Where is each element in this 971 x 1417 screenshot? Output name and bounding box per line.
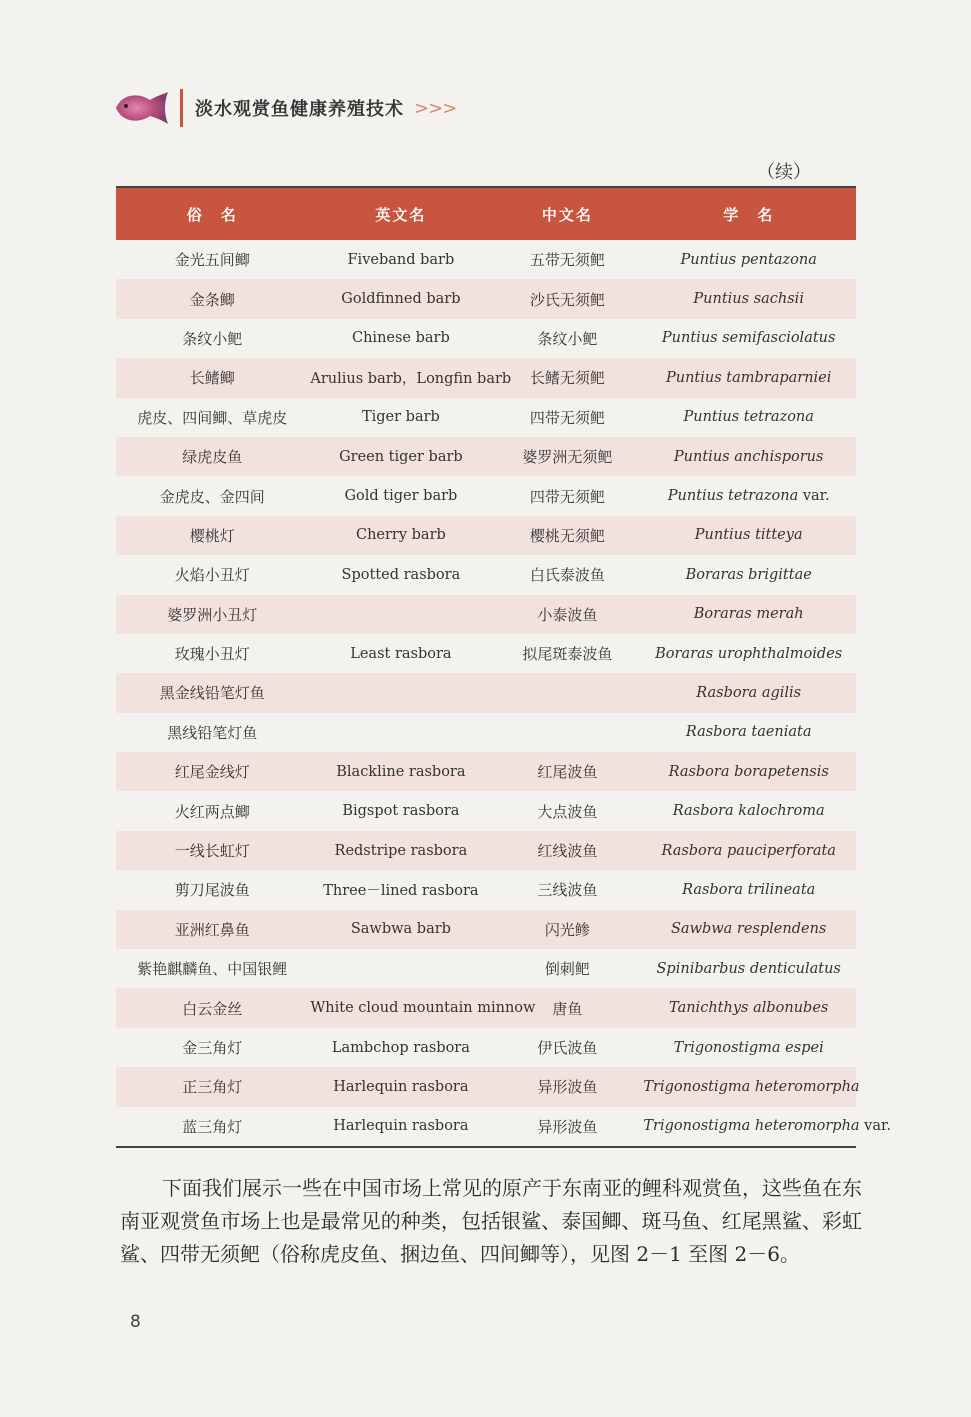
chinese-name-cell: 长鳍无须鲃 <box>493 358 641 397</box>
common-name-cell: 金虎皮、金四间 <box>159 487 265 506</box>
scientific-name-cell: Boraras merah <box>641 595 856 634</box>
table-row <box>116 398 856 437</box>
column-header: 英文名 <box>308 187 493 240</box>
english-name-cell: Arulius barb，Longfin barb <box>308 358 493 397</box>
chinese-name-cell: 红尾波鱼 <box>493 752 641 791</box>
chinese-name-cell: 条纹小鲃 <box>537 329 598 348</box>
english-name-cell: Bigspot rasbora <box>342 803 460 820</box>
english-name-cell: Cherry barb <box>308 516 493 555</box>
table-row <box>116 1107 856 1146</box>
table-row <box>116 949 856 988</box>
table-row <box>116 910 856 949</box>
english-name-cell: Gold tiger barb <box>344 488 458 505</box>
english-name-cell: Sawbwa barb <box>308 910 493 949</box>
english-name-cell: Harlequin rasbora <box>333 1118 469 1135</box>
english-name-cell: Spotted rasbora <box>341 566 461 583</box>
english-name-cell: Tiger barb <box>361 409 440 426</box>
common-name-cell: 金光五间鲫 <box>174 251 250 270</box>
chinese-name-cell: 沙氏无须鲃 <box>493 279 641 318</box>
table-row <box>116 1067 856 1106</box>
chinese-name-cell <box>493 673 641 712</box>
scientific-name-cell: Rasbora borapetensis <box>641 752 856 791</box>
chinese-name-cell: 倒刺鲃 <box>544 960 590 979</box>
english-name-cell <box>308 713 493 752</box>
english-name-cell: White cloud mountain minnow <box>308 988 493 1027</box>
table-row <box>116 791 856 830</box>
scientific-name-cell: Puntius titteya <box>641 516 856 555</box>
table-row <box>116 1028 856 1067</box>
common-name-cell: 黑金线铅笔灯鱼 <box>116 673 308 712</box>
english-name-cell: Green tiger barb <box>308 437 493 476</box>
book-title: 淡水观赏鱼健康养殖技术 <box>195 99 404 120</box>
body-paragraph: 下面我们展示一些在中国市场上常见的原产于东南亚的鲤科观赏鱼，这些鱼在东南亚观赏鱼市场上也是最常见的种类，包括银鲨、泰国鲫、斑马鱼、红尾黑鲨、彩虹鲨、四带无须鲃（俗称虎皮鱼、捆边鱼、四间鲫等），见图 2－1 至图 2－6。 <box>120 1176 862 1266</box>
chinese-name-cell: 樱桃无须鲃 <box>493 516 641 555</box>
scientific-name-cell: Puntius sachsii <box>641 279 856 318</box>
scientific-name-cell: Trigonostigma heteromorpha <box>641 1067 856 1106</box>
scientific-name-cell: Boraras brigittae <box>685 566 812 583</box>
common-name-cell: 白云金丝 <box>116 988 308 1027</box>
common-name-cell: 金三角灯 <box>182 1039 243 1057</box>
table-row <box>116 555 856 594</box>
common-name-cell: 长鳍鲫 <box>116 358 308 397</box>
scientific-name-cell: Puntius tambraparniei <box>641 358 856 397</box>
table-row <box>116 752 856 791</box>
scientific-name-cell: Rasbora trilineata <box>682 881 816 898</box>
table-row <box>116 476 856 515</box>
fish-logo-icon <box>112 88 170 128</box>
table-row <box>116 595 856 634</box>
scientific-name-cell: Trigonostigma heteromorpha var. <box>643 1118 891 1135</box>
column-header: 学 名 <box>641 187 856 240</box>
common-name-cell: 虎皮、四间鲫、草虎皮 <box>137 408 288 427</box>
table-row <box>116 240 856 279</box>
common-name-cell: 绿虎皮鱼 <box>116 437 308 476</box>
chinese-name-cell: 异形波鱼 <box>537 1117 598 1136</box>
page-number: 8 <box>130 1312 141 1332</box>
scientific-name-cell: Puntius pentazona <box>680 251 817 268</box>
column-header: 中文名 <box>493 187 641 240</box>
header-divider <box>180 89 183 127</box>
chinese-name-cell: 红线波鱼 <box>493 831 641 870</box>
scientific-name-cell: Puntius tetrazona var. <box>667 488 830 505</box>
table-row <box>116 279 856 318</box>
chinese-name-cell: 婆罗洲无须鲃 <box>493 437 641 476</box>
english-name-cell: Fiveband barb <box>347 251 455 268</box>
table-row <box>116 870 856 909</box>
column-header: 俗 名 <box>116 187 308 240</box>
table-row <box>116 437 856 476</box>
chinese-name-cell: 闪光鲹 <box>493 910 641 949</box>
species-table <box>116 186 891 1148</box>
common-name-cell: 紫艳麒麟鱼、中国银鲤 <box>137 960 288 979</box>
common-name-cell: 条纹小鲃 <box>182 329 243 348</box>
chinese-name-cell: 拟尾斑泰波鱼 <box>522 645 613 664</box>
common-name-cell: 火红两点鲫 <box>174 802 250 821</box>
scientific-name-cell: Rasbora taeniata <box>685 724 812 741</box>
table-row <box>116 988 856 1027</box>
scientific-name-cell: Boraras urophthalmoides <box>655 645 843 662</box>
table-row <box>116 831 856 870</box>
table-row <box>116 319 856 358</box>
chinese-name-cell: 唐鱼 <box>493 988 641 1027</box>
scientific-name-cell: Tanichthys albonubes <box>641 988 856 1027</box>
english-name-cell: Goldfinned barb <box>308 279 493 318</box>
english-name-cell <box>308 673 493 712</box>
common-name-cell: 火焰小丑灯 <box>174 566 250 585</box>
english-name-cell <box>308 595 493 634</box>
common-name-cell: 樱桃灯 <box>116 516 308 555</box>
variety-suffix: var. <box>798 488 830 505</box>
header-arrows: >>> <box>414 97 457 119</box>
english-name-cell: Harlequin rasbora <box>308 1067 493 1106</box>
table-header-row <box>116 187 856 240</box>
chinese-name-cell <box>493 713 641 752</box>
common-name-cell: 红尾金线灯 <box>116 752 308 791</box>
common-name-cell: 玫瑰小丑灯 <box>174 645 250 664</box>
chinese-name-cell: 五带无须鲃 <box>529 251 605 270</box>
english-name-cell: Three－lined rasbora <box>323 883 479 900</box>
table-row <box>116 673 856 712</box>
common-name-cell: 亚洲红鼻鱼 <box>116 910 308 949</box>
table-row <box>116 634 856 673</box>
common-name-cell: 正三角灯 <box>116 1067 308 1106</box>
scientific-name-cell: Spinibarbus denticulatus <box>656 960 841 977</box>
english-name-cell: Chinese barb <box>352 330 450 347</box>
english-name-cell: Blackline rasbora <box>308 752 493 791</box>
chinese-name-cell: 伊氏波鱼 <box>537 1039 598 1057</box>
scientific-name-cell: Puntius tetrazona <box>683 409 814 426</box>
scientific-name-cell: Puntius anchisporus <box>641 437 856 476</box>
running-header <box>112 84 532 132</box>
english-name-cell <box>308 949 493 988</box>
common-name-cell: 婆罗洲小丑灯 <box>116 595 308 634</box>
scientific-name-cell: Rasbora kalochroma <box>672 803 825 820</box>
chinese-name-cell: 大点波鱼 <box>537 802 598 821</box>
variety-suffix: var. <box>859 1118 891 1135</box>
chinese-name-cell: 四带无须鲃 <box>529 408 605 427</box>
scientific-name-cell: Rasbora agilis <box>641 673 856 712</box>
scientific-name-cell: Trigonostigma espei <box>673 1039 824 1056</box>
chinese-name-cell: 白氏泰波鱼 <box>529 566 605 585</box>
common-name-cell: 黑线铅笔灯鱼 <box>167 723 258 742</box>
scientific-name-cell: Sawbwa resplendens <box>641 910 856 949</box>
english-name-cell: Least rasbora <box>350 645 452 662</box>
chinese-name-cell: 异形波鱼 <box>493 1067 641 1106</box>
chinese-name-cell: 三线波鱼 <box>537 881 598 900</box>
table-row <box>116 516 856 555</box>
chinese-name-cell: 四带无须鲃 <box>529 487 605 506</box>
common-name-cell: 剪刀尾波鱼 <box>174 881 250 900</box>
english-name-cell: Redstripe rasbora <box>308 831 493 870</box>
common-name-cell: 一线长虹灯 <box>116 831 308 870</box>
common-name-cell: 金条鲫 <box>116 279 308 318</box>
chinese-name-cell: 小泰波鱼 <box>493 595 641 634</box>
common-name-cell: 蓝三角灯 <box>182 1117 243 1136</box>
table-row <box>116 358 856 397</box>
table-row <box>116 713 856 752</box>
scientific-name-cell: Rasbora pauciperforata <box>641 831 856 870</box>
english-name-cell: Lambchop rasbora <box>331 1039 470 1056</box>
scientific-name-cell: Puntius semifasciolatus <box>661 330 836 347</box>
continued-label: （续） <box>757 162 811 183</box>
